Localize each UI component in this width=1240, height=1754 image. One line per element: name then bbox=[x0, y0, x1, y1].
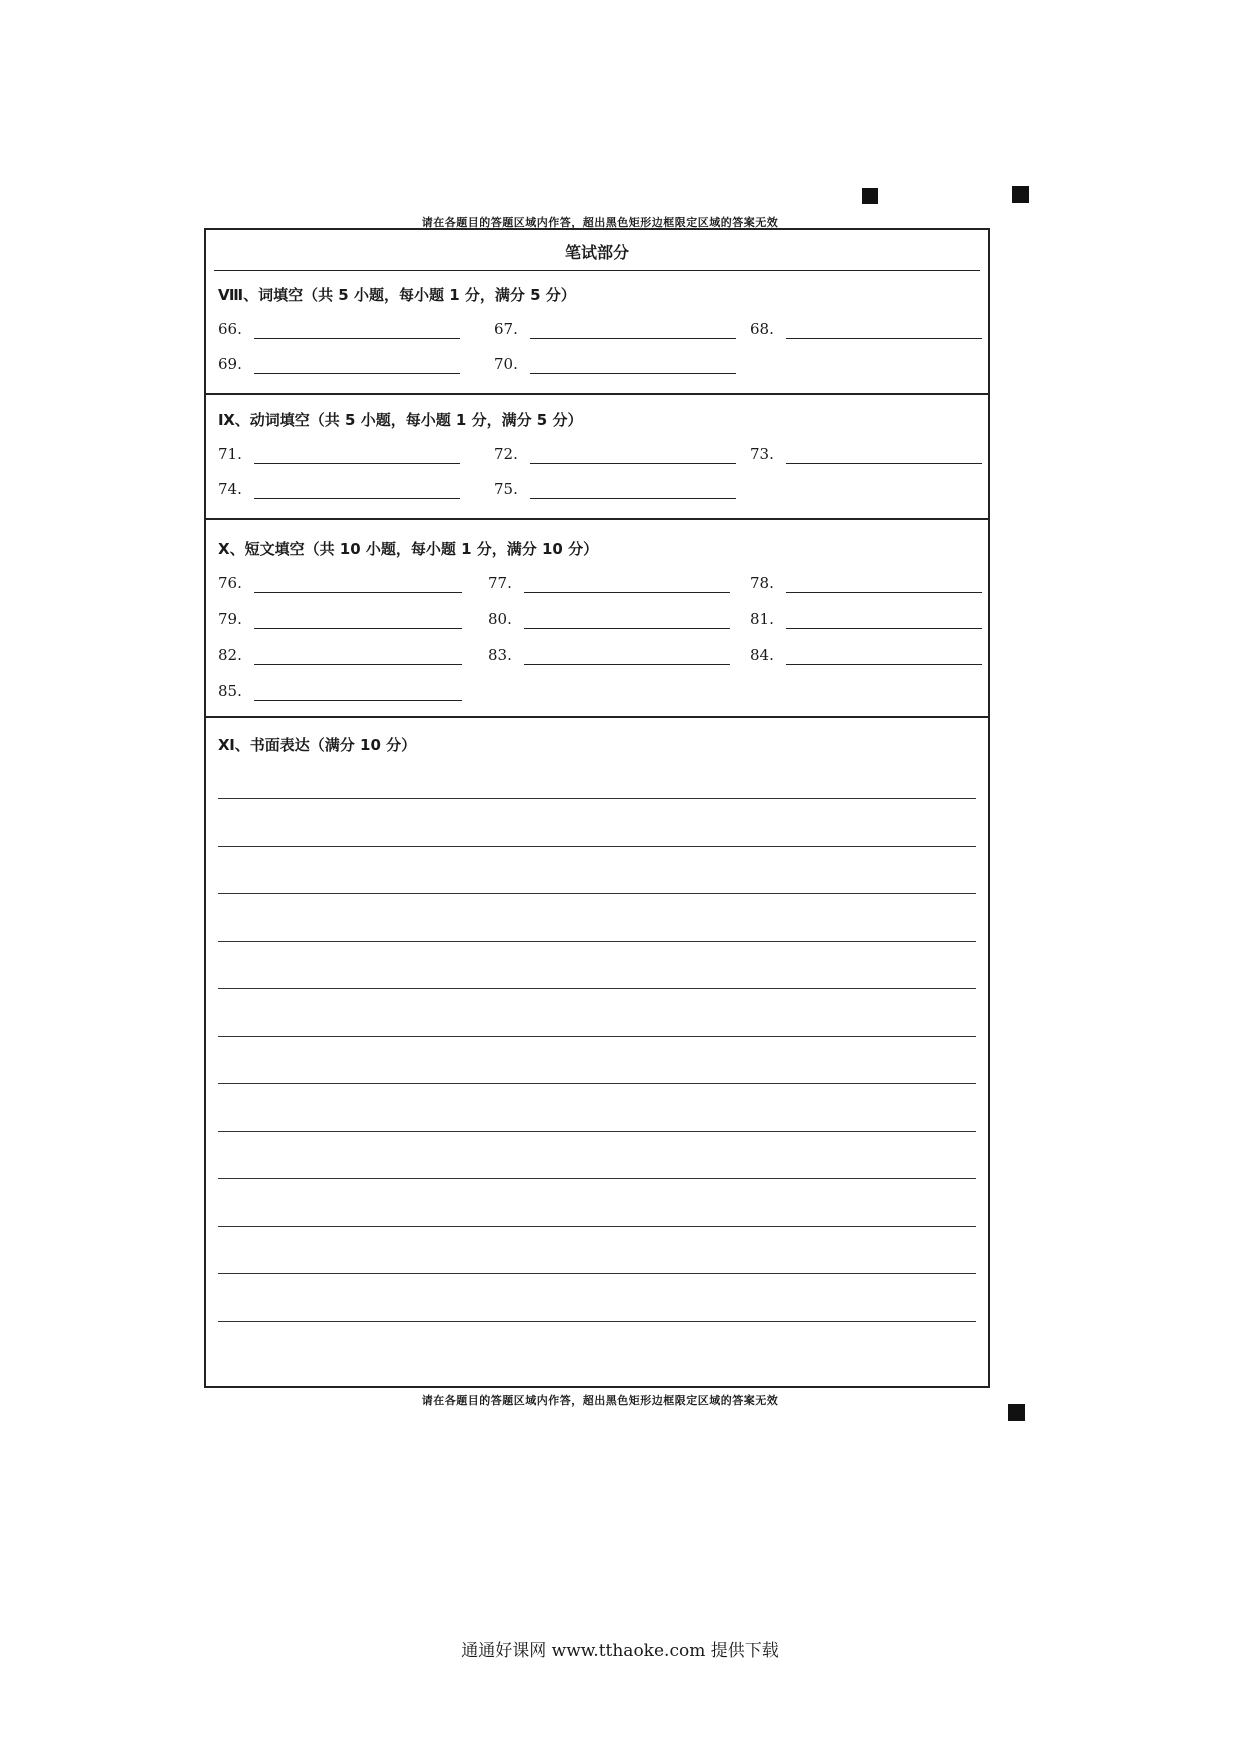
answer-blank-70[interactable] bbox=[494, 355, 736, 375]
answer-blank-79[interactable] bbox=[218, 610, 462, 630]
question-number: 68. bbox=[750, 320, 774, 338]
writing-line bbox=[218, 1131, 976, 1132]
question-number: 74. bbox=[218, 480, 242, 498]
writing-line bbox=[218, 846, 976, 847]
answer-blank-67[interactable] bbox=[494, 320, 736, 340]
writing-line bbox=[218, 941, 976, 942]
answer-blank-76[interactable] bbox=[218, 574, 462, 594]
footer-credit: 通通好课网 www.tthaoke.com 提供下载 bbox=[461, 1641, 779, 1661]
section-verb-fill bbox=[206, 393, 988, 518]
answer-blank-81[interactable] bbox=[750, 610, 982, 630]
answer-line bbox=[786, 463, 982, 464]
answer-line bbox=[530, 463, 736, 464]
answer-line bbox=[524, 628, 730, 629]
question-number: 79. bbox=[218, 610, 242, 628]
question-number: 83. bbox=[488, 646, 512, 664]
answer-line bbox=[530, 373, 736, 374]
answer-line bbox=[530, 338, 736, 339]
writing-line bbox=[218, 1036, 976, 1037]
answer-line bbox=[254, 628, 462, 629]
alignment-marker-bottom-right bbox=[1008, 1404, 1025, 1421]
answer-line bbox=[530, 498, 736, 499]
writing-line bbox=[218, 1178, 976, 1179]
answer-line bbox=[524, 664, 730, 665]
answer-line bbox=[524, 592, 730, 593]
question-number: 71. bbox=[218, 445, 242, 463]
section-writing[interactable] bbox=[206, 716, 988, 1386]
question-number: 73. bbox=[750, 445, 774, 463]
section-passage-fill bbox=[206, 518, 988, 716]
answer-blank-85[interactable] bbox=[218, 682, 462, 702]
question-number: 75. bbox=[494, 480, 518, 498]
sheet-title: 笔试部分 bbox=[564, 243, 629, 262]
section-vocabulary-fill bbox=[206, 230, 988, 393]
answer-blank-72[interactable] bbox=[494, 445, 736, 465]
question-number: 82. bbox=[218, 646, 242, 664]
answer-blank-82[interactable] bbox=[218, 646, 462, 666]
writing-line bbox=[218, 1273, 976, 1274]
question-number: 72. bbox=[494, 445, 518, 463]
question-number: 70. bbox=[494, 355, 518, 373]
answer-blank-83[interactable] bbox=[488, 646, 730, 666]
answer-blank-66[interactable] bbox=[218, 320, 460, 340]
title-divider bbox=[214, 270, 980, 271]
question-number: 85. bbox=[218, 682, 242, 700]
alignment-marker-top-left bbox=[862, 188, 878, 204]
answer-line bbox=[786, 628, 982, 629]
answer-line bbox=[254, 463, 460, 464]
answer-line bbox=[786, 664, 982, 665]
answer-blank-75[interactable] bbox=[494, 480, 736, 500]
answer-blank-78[interactable] bbox=[750, 574, 982, 594]
section-heading: Ⅷ、词填空（共 5 小题，每小题 1 分，满分 5 分） bbox=[218, 286, 576, 304]
question-number: 77. bbox=[488, 574, 512, 592]
answer-line bbox=[254, 373, 460, 374]
question-number: 67. bbox=[494, 320, 518, 338]
answer-line bbox=[786, 592, 982, 593]
answer-line bbox=[254, 498, 460, 499]
writing-line bbox=[218, 893, 976, 894]
alignment-marker-top-right bbox=[1012, 186, 1029, 203]
answer-blank-68[interactable] bbox=[750, 320, 982, 340]
question-number: 80. bbox=[488, 610, 512, 628]
answer-blank-84[interactable] bbox=[750, 646, 982, 666]
writing-line bbox=[218, 1321, 976, 1322]
section-heading: Ⅸ、动词填空（共 5 小题，每小题 1 分，满分 5 分） bbox=[218, 411, 583, 429]
answer-line bbox=[254, 664, 462, 665]
section-heading: Ⅺ、书面表达（满分 10 分） bbox=[218, 736, 417, 754]
writing-line bbox=[218, 988, 976, 989]
writing-line bbox=[218, 798, 976, 799]
answer-blank-80[interactable] bbox=[488, 610, 730, 630]
answer-line bbox=[786, 338, 982, 339]
question-number: 78. bbox=[750, 574, 774, 592]
question-number: 76. bbox=[218, 574, 242, 592]
answer-line bbox=[254, 700, 462, 701]
answer-blank-73[interactable] bbox=[750, 445, 982, 465]
answer-sheet bbox=[204, 228, 990, 1388]
writing-line bbox=[218, 1226, 976, 1227]
writing-line bbox=[218, 1083, 976, 1084]
answer-line bbox=[254, 338, 460, 339]
answer-line bbox=[254, 592, 462, 593]
question-number: 81. bbox=[750, 610, 774, 628]
answer-blank-77[interactable] bbox=[488, 574, 730, 594]
section-heading: Ⅹ、短文填空（共 10 小题，每小题 1 分，满分 10 分） bbox=[218, 540, 599, 558]
answer-blank-69[interactable] bbox=[218, 355, 460, 375]
question-number: 84. bbox=[750, 646, 774, 664]
question-number: 66. bbox=[218, 320, 242, 338]
answer-area-notice-top: 请在各题目的答题区域内作答，超出黑色矩形边框限定区域的答案无效 bbox=[421, 216, 779, 229]
question-number: 69. bbox=[218, 355, 242, 373]
answer-blank-74[interactable] bbox=[218, 480, 460, 500]
answer-area-notice-bottom: 请在各题目的答题区域内作答，超出黑色矩形边框限定区域的答案无效 bbox=[421, 1394, 779, 1407]
answer-blank-71[interactable] bbox=[218, 445, 460, 465]
